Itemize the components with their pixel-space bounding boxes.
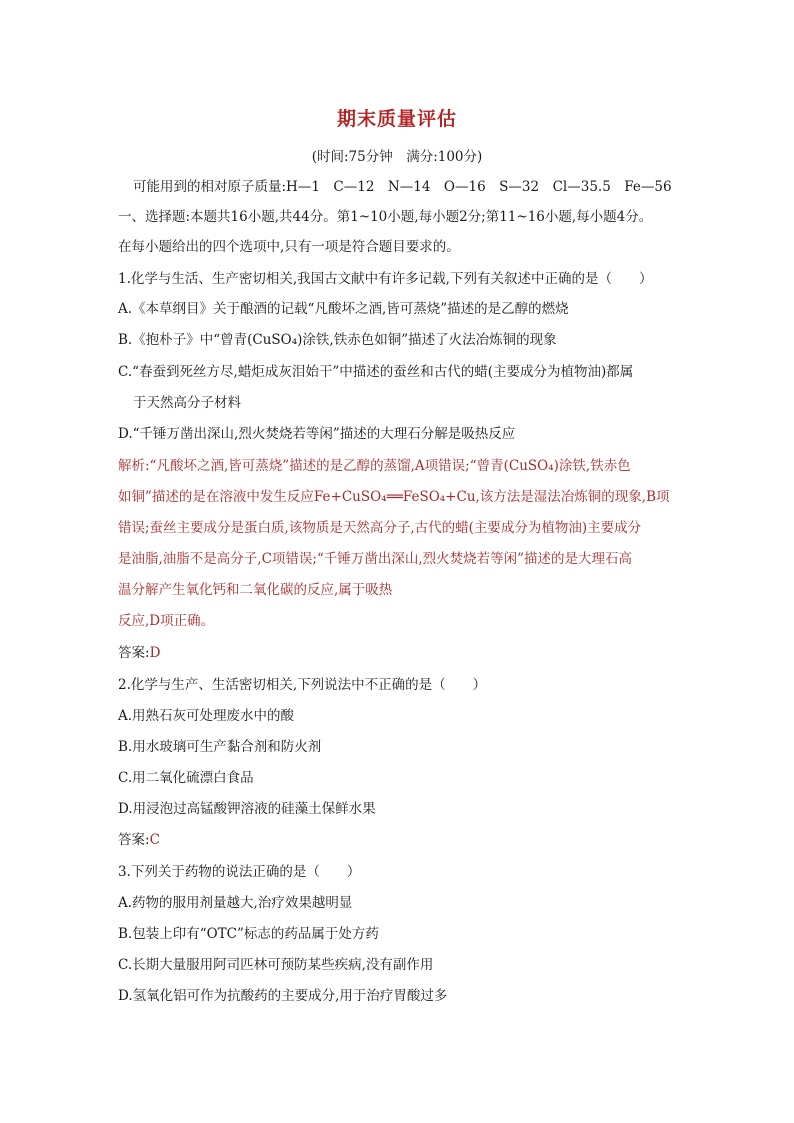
q2-option-a: A.用熟石灰可处理废水中的酸 [118,708,295,724]
q3-option-c: C.长期大量服用阿司匹林可预防某些疾病,没有副作用 [118,957,434,973]
q1-option-b: B.《抱朴子》中“曾青(CuSO₄)涂铁,铁赤色如铜”描述了火法冶炼铜的现象 [118,332,557,348]
q3-option-b: B.包装上印有“OTC”标志的药品属于处方药 [118,926,379,942]
q3-option-d: D.氢氧化铝可作为抗酸药的主要成分,用于治疗胃酸过多 [118,988,448,1004]
q1-analysis-line: 如铜”描述的是在溶液中发生反应Fe+CuSO₄══FeSO₄+Cu,该方法是湿法冶炼铜的现象,B项 [118,489,670,505]
atomic-masses: 可能用到的相对原子质量:H—1 C—12 N—14 O—16 S—32 Cl—35.5 Fe—56 [133,179,672,195]
q1-option-a: A.《本草纲目》关于酿酒的记载“凡酸坏之酒,皆可蒸烧”描述的是乙醇的燃烧 [118,301,569,317]
q3-stem: 3.下列关于药物的说法正确的是（ ） [118,864,361,880]
q2-stem: 2.化学与生产、生活密切相关,下列说法中不正确的是（ ） [118,677,487,693]
exam-time-info: (时间:75分钟 满分:100分) [311,149,483,165]
q1-analysis-line: 解析:“凡酸坏之酒,皆可蒸烧”描述的是乙醇的蒸馏,A项错误;“曾青(CuSO₄)涂铁,铁赤色 [118,458,631,474]
q2-option-b: B.用水玻璃可生产黏合剂和防火剂 [118,739,322,755]
q1-analysis-line: 错误;蚕丝主要成分是蛋白质,该物质是天然高分子,古代的蜡(主要成分为植物油)主要成分 [118,520,642,536]
q1-option-d: D.“千锤万凿出深山,烈火焚烧若等闲”描述的大理石分解是吸热反应 [118,426,516,442]
q1-analysis-line: 是油脂,油脂不是高分子,C项错误;“千锤万凿出深山,烈火焚烧若等闲”描述的是大理石高 [118,551,633,567]
q2-option-c: C.用二氧化硫漂白食品 [118,770,254,786]
q1-option-c-cont: 于天然高分子材料 [133,395,241,411]
answer-label: 答案: [118,832,150,848]
q3-option-a: A.药物的服用剂量越大,治疗效果越明显 [118,895,353,911]
answer-value: D [149,645,161,661]
q1-analysis-line: 温分解产生氧化钙和二氧化碳的反应,属于吸热 [118,582,393,598]
section-heading-line2: 在每小题给出的四个选项中,只有一项是符合题目要求的。 [118,239,460,255]
section-heading-line1: 一、选择题:本题共16小题,共44分。第1~10小题,每小题2分;第11~16小题,每小题4分。 [118,209,653,225]
q2-option-d: D.用浸泡过高锰酸钾溶液的硅藻土保鲜水果 [118,801,376,817]
q2-answer [118,830,688,850]
q1-answer [118,643,688,663]
q1-analysis-line: 反应,D项正确。 [118,613,215,629]
answer-value: C [149,832,160,848]
q1-stem: 1.化学与生活、生产密切相关,我国古文献中有许多记载,下列有关叙述中正确的是（ ） [118,271,653,287]
answer-label: 答案: [118,645,150,661]
q1-option-c: C.“春蚕到死丝方尽,蜡炬成灰泪始干”中描述的蚕丝和古代的蜡(主要成分为植物油)都属 [118,364,634,380]
page-title: 期末质量评估 [336,108,457,130]
